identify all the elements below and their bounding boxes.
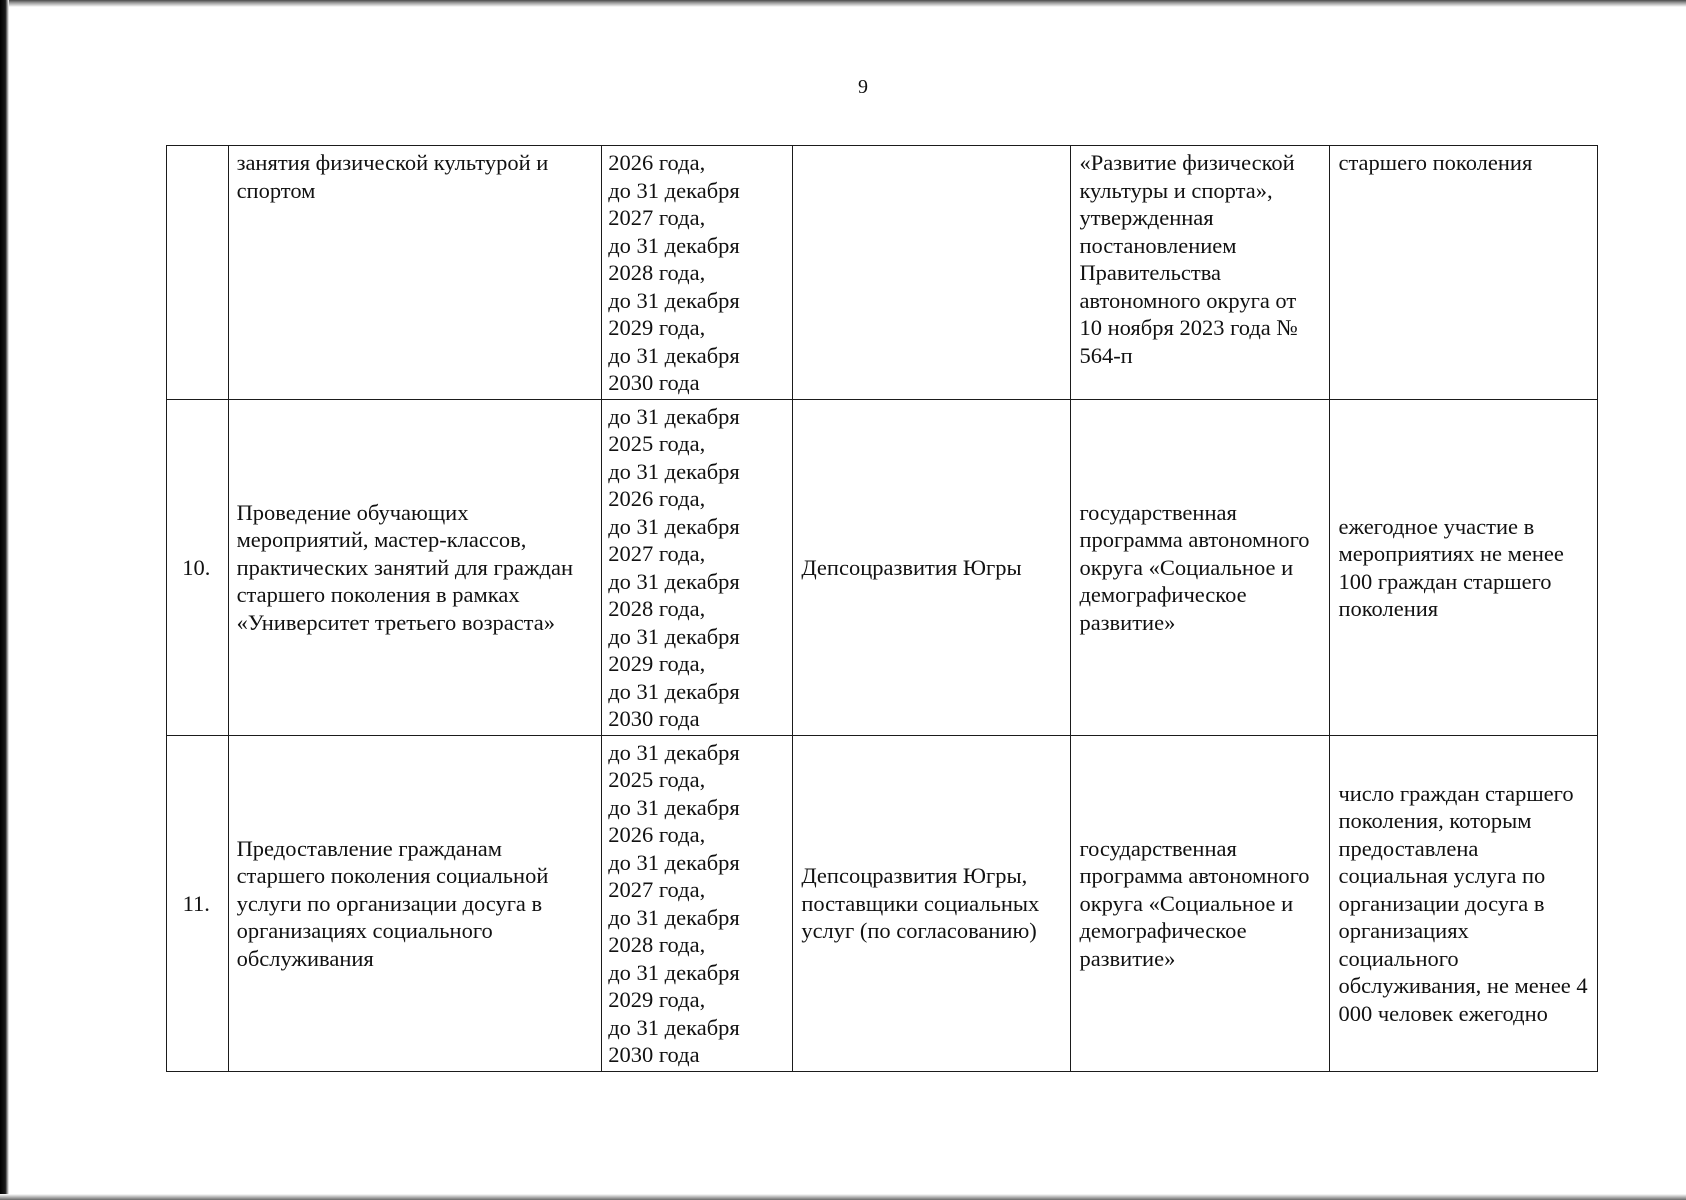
deadline-line: до 31 декабря bbox=[608, 177, 740, 203]
table-row bbox=[167, 399, 1598, 735]
deadline-line: до 31 декабря bbox=[608, 739, 740, 765]
deadline-line: до 31 декабря bbox=[608, 342, 740, 368]
deadline-line: до 31 декабря bbox=[608, 568, 740, 594]
deadline-line: 2030 года bbox=[608, 370, 700, 395]
executor-cell bbox=[793, 146, 1071, 400]
deadline-line: 2029 года, bbox=[608, 315, 706, 340]
measure-name-cell: занятия физической культурой и спортом bbox=[228, 146, 602, 400]
deadline-line: до 31 декабря bbox=[608, 403, 740, 429]
scan-edge-left bbox=[0, 0, 9, 1200]
deadline-line: 2029 года, bbox=[608, 651, 706, 676]
deadline-line: 2026 года, bbox=[608, 150, 706, 175]
deadline-line: 2030 года bbox=[608, 706, 700, 731]
deadline-cell bbox=[602, 735, 793, 1071]
measure-name-cell: Проведение обучающих мероприятий, мастер-классов, практических занятий для граждан старшего поколения в рамках «Университет третьего возраста» bbox=[228, 399, 602, 735]
executor-cell: Депсоцразвития Югры bbox=[793, 399, 1071, 735]
deadline-line: до 31 декабря bbox=[608, 959, 740, 985]
program-cell: «Развитие физической культуры и спорта», утвержденная постановлением Правительства автономного округа от 10 ноября 2023 года № 564-п bbox=[1071, 146, 1330, 400]
page-number: 9 bbox=[858, 76, 868, 98]
row-number-cell: 11. bbox=[167, 735, 229, 1071]
deadline-line: до 31 декабря bbox=[608, 513, 740, 539]
result-cell: старшего поколения bbox=[1330, 146, 1598, 400]
program-cell: государственная программа автономного округа «Социальное и демографическое развитие» bbox=[1071, 399, 1330, 735]
table-row bbox=[167, 146, 1598, 400]
deadline-line: 2027 года, bbox=[608, 877, 706, 902]
deadline-line: до 31 декабря bbox=[608, 287, 740, 313]
scan-edge-top bbox=[0, 0, 1686, 7]
deadline-line: до 31 декабря bbox=[608, 794, 740, 820]
deadline-line: до 31 декабря bbox=[608, 623, 740, 649]
result-cell: ежегодное участие в мероприятиях не менее 100 граждан старшего поколения bbox=[1330, 399, 1598, 735]
deadline-line: до 31 декабря bbox=[608, 232, 740, 258]
deadline-line: до 31 декабря bbox=[608, 458, 740, 484]
scan-edge-bottom bbox=[0, 1194, 1686, 1200]
deadline-line: до 31 декабря bbox=[608, 849, 740, 875]
deadline-cell bbox=[602, 399, 793, 735]
row-number-cell bbox=[167, 146, 229, 400]
row-number-cell: 10. bbox=[167, 399, 229, 735]
deadline-line: 2027 года, bbox=[608, 205, 706, 230]
deadline-line: 2028 года, bbox=[608, 260, 706, 285]
deadline-line: 2028 года, bbox=[608, 596, 706, 621]
deadline-line: до 31 декабря bbox=[608, 1014, 740, 1040]
measure-name-cell: Предоставление гражданам старшего поколения социальной услуги по организации досуга в организациях социального обслуживания bbox=[228, 735, 602, 1071]
deadline-line: до 31 декабря bbox=[608, 678, 740, 704]
result-cell: число граждан старшего поколения, которым предоставлена социальная услуга по организации досуга в организациях социального обслуживания, не менее 4 000 человек ежегодно bbox=[1330, 735, 1598, 1071]
deadline-line: 2026 года, bbox=[608, 486, 706, 511]
deadline-cell bbox=[602, 146, 793, 400]
deadline-line: 2026 года, bbox=[608, 822, 706, 847]
deadline-line: до 31 декабря bbox=[608, 904, 740, 930]
deadline-line: 2027 года, bbox=[608, 541, 706, 566]
measures-table bbox=[166, 145, 1598, 1072]
deadline-line: 2025 года, bbox=[608, 767, 706, 792]
executor-cell: Депсоцразвития Югры, поставщики социальных услуг (по согласованию) bbox=[793, 735, 1071, 1071]
deadline-line: 2029 года, bbox=[608, 987, 706, 1012]
table-row bbox=[167, 735, 1598, 1071]
program-cell: государственная программа автономного округа «Социальное и демографическое развитие» bbox=[1071, 735, 1330, 1071]
deadline-line: 2030 года bbox=[608, 1042, 700, 1067]
deadline-line: 2028 года, bbox=[608, 932, 706, 957]
deadline-line: 2025 года, bbox=[608, 431, 706, 456]
